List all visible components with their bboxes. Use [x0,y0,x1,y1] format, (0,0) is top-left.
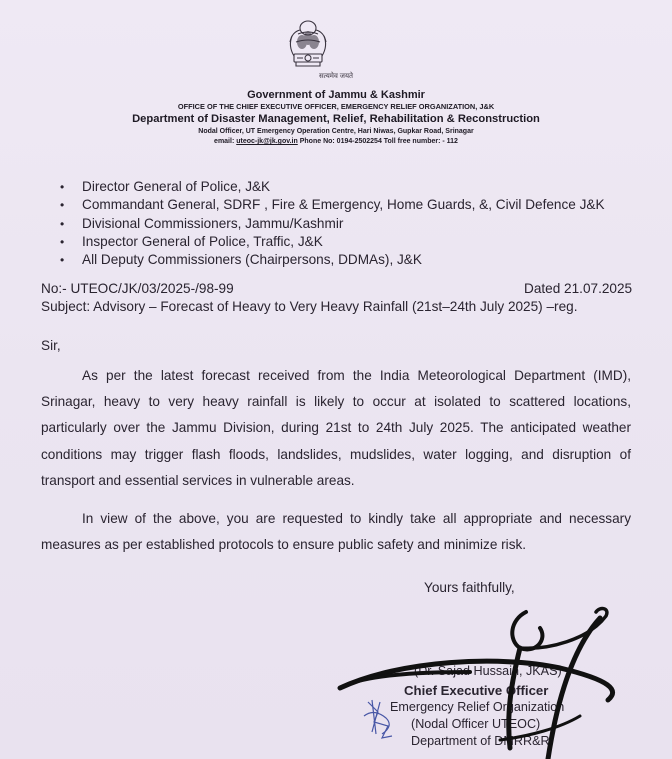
paragraph-line: transport and essential services in vulnerable areas. [41,472,355,488]
email-link[interactable]: uteoc-jk@jk.gov.in [236,138,298,145]
paragraph-line: As per the latest forecast received from the India Meteorological Department (IMD), [82,368,631,383]
government-title: Government of Jammu & Kashmir [247,89,425,101]
signatory-department: Department of DMRR&R [411,734,550,748]
reference-number: No:- UTEOC/JK/03/2025-/98-99 [41,281,234,296]
paragraph-line: In view of the above, you are requested to kindly take all appropriate and necessary [82,511,631,526]
paragraph-line: conditions may trigger flash floods, landslides, mudslides, water logging, and disruption of [41,446,631,462]
letter-date: Dated 21.07.2025 [524,281,633,296]
signatory-org: Emergency Relief Organization [390,700,565,714]
emblem-motto: सत्यमेव जयते [318,73,354,80]
signatory-name: (Dr. Sajad Hussain, JKAS) [414,664,562,678]
closing-line: Yours faithfully, [424,580,515,595]
department-title: Department of Disaster Management, Relief, Rehabilitation & Reconstruction [132,113,540,125]
paragraph-line: measures as per established protocols to ensure public safety and minimize risk. [41,537,527,553]
list-item: • Director General of Police, J&K [60,178,605,196]
phone-info: Phone No: 0194-2502254 Toll free number: - 112 [299,138,458,145]
letter-subject: Subject: Advisory – Forecast of Heavy to Very Heavy Rainfall (21st–24th July 2025) –reg. [41,299,578,314]
list-item: • Inspector General of Police, Traffic, J&K [60,233,605,251]
signatory-title: Chief Executive Officer [404,683,549,698]
email-label: email: [214,138,235,145]
paragraph-line: particularly over the Jammu Division, during 21st to 24th July 2025. The anticipated weather [41,420,631,436]
salutation: Sir, [41,338,61,353]
list-item: • All Deputy Commissioners (Chairpersons, DDMAs), J&K [60,251,605,269]
signatory-nodal: (Nodal Officer UTEOC) [411,717,541,731]
nodal-officer-line: Nodal Officer, UT Emergency Operation Centre, Hari Niwas, Gupkar Road, Srinagar [198,128,474,135]
list-item: • Commandant General, SDRF , Fire & Emergency, Home Guards, &, Civil Defence J&K [60,196,605,214]
paragraph-line: Srinagar, heavy to very heavy rainfall is likely to occur at isolated to scattered locations, [41,394,631,410]
office-title: OFFICE OF THE CHIEF EXECUTIVE OFFICER, EMERGENCY RELIEF ORGANIZATION, J&K [177,102,495,111]
list-item: • Divisional Commissioners, Jammu/Kashmir [60,215,605,233]
